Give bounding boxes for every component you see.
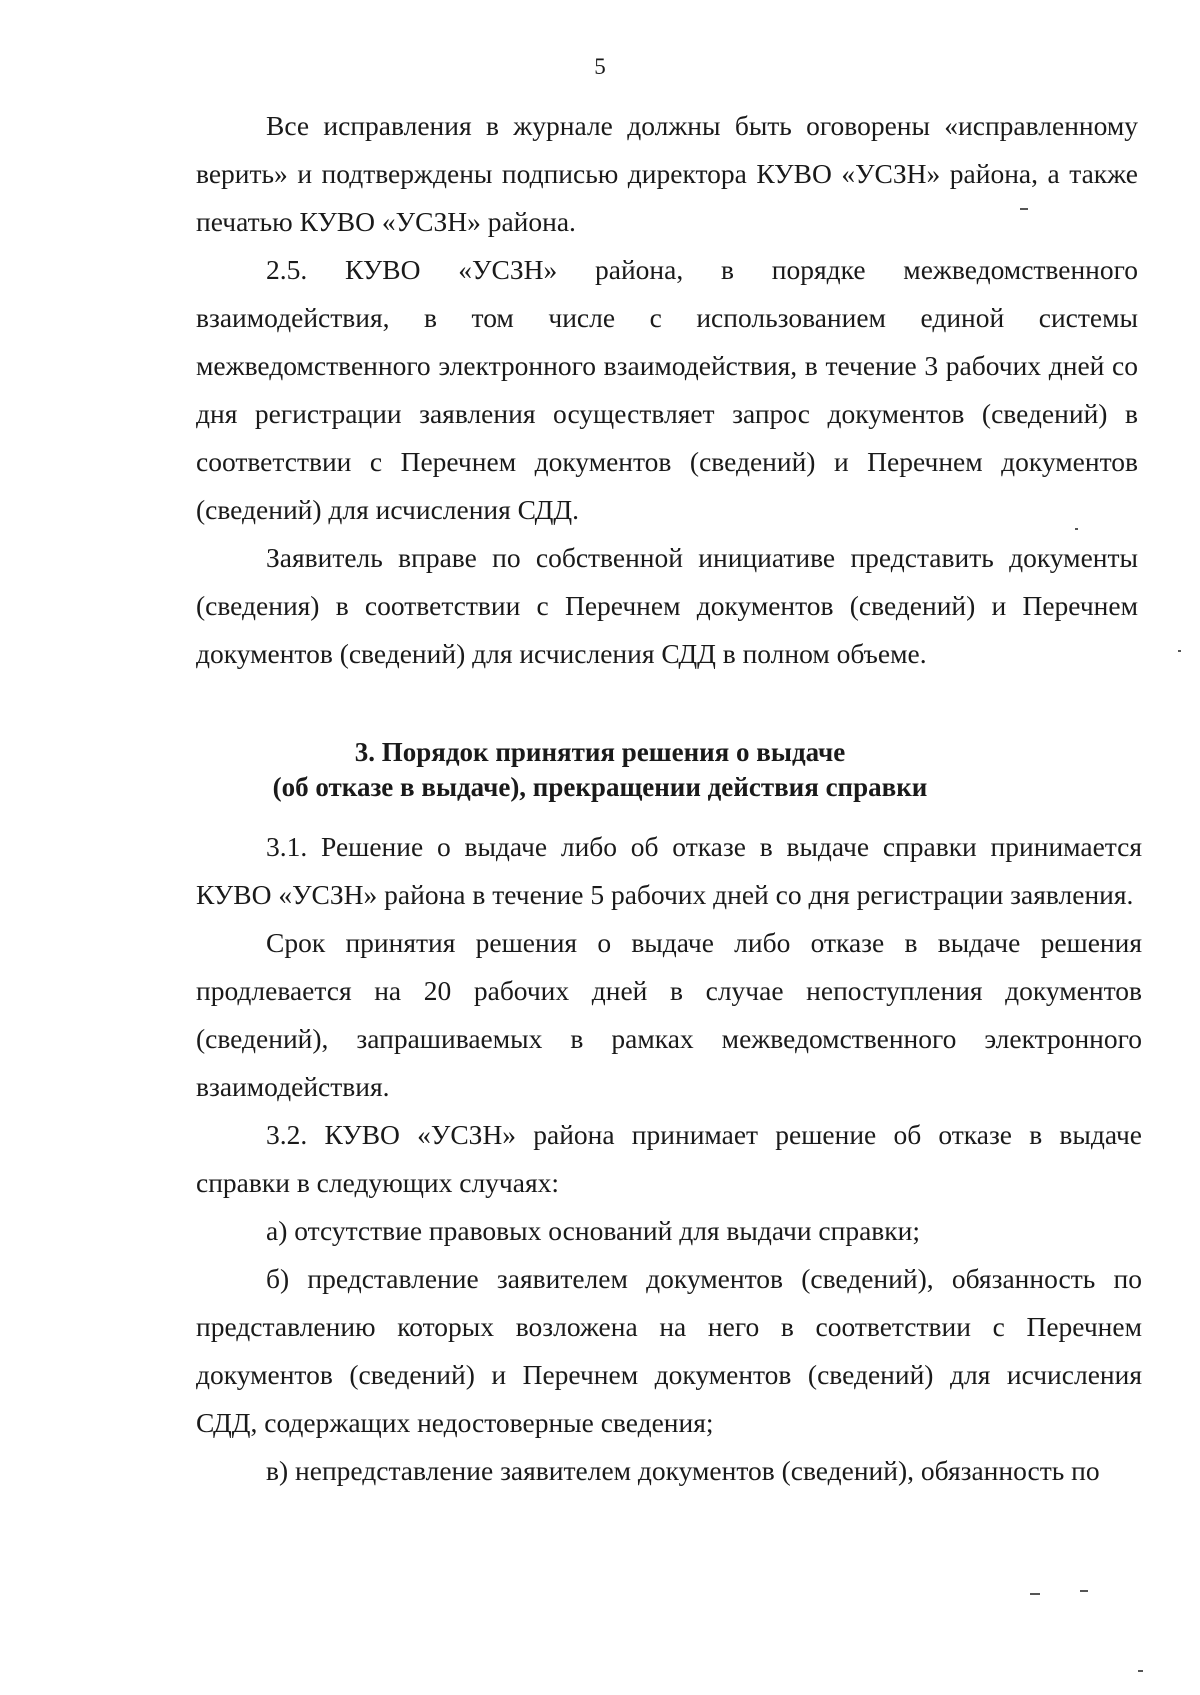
scan-speck (1030, 1593, 1040, 1595)
scan-speck (1020, 208, 1028, 210)
scan-speck (1080, 1590, 1088, 1592)
paragraph-applicant-right: Заявитель вправе по собственной инициативе представить документы (сведения) в соответствии с Перечнем документов (сведений) и Перечнем документов (сведений) для исчисления СДД в полном объеме. (196, 542, 1138, 669)
paragraph-decision-term: Срок принятия решения о выдаче либо отказе в выдаче решения продлевается на 20 рабочих дней в случае непоступления документов (сведений), запрашиваемых в рамках межведомственного электронного взаимодействия. (196, 927, 1142, 1102)
scan-speck (1075, 528, 1078, 530)
paragraph-corrections: Все исправления в журнале должны быть оговорены «исправленному верить» и подтверждены подписью директора КУВО «УСЗН» района, а также печатью КУВО «УСЗН» района. (196, 110, 1138, 237)
list-item-a: а) отсутствие правовых оснований для выдачи справки; (266, 1215, 920, 1246)
body-text-top (196, 102, 1138, 678)
paragraph-3-2: 3.2. КУВО «УСЗН» района принимает решение об отказе в выдаче справки в следующих случаях: (196, 1119, 1142, 1198)
section-heading-line-1: 3. Порядок принятия решения о выдаче (354, 737, 846, 767)
paragraph-3-1: 3.1. Решение о выдаче либо об отказе в выдаче справки принимается КУВО «УСЗН» района в течение 5 рабочих дней со дня регистрации заявления. (196, 831, 1142, 910)
list-item-b: б) представление заявителем документов (сведений), обязанность по представлению которых возложена на него в соответствии с Перечнем документов (сведений) и Перечнем документов (сведений) для исчисления СДД, содержащих недостоверные сведения; (196, 1263, 1142, 1438)
page-number: 5 (594, 54, 606, 79)
scan-speck (1178, 650, 1181, 652)
paragraph-2-5: 2.5. КУВО «УСЗН» района, в порядке межведомственного взаимодействия, в том числе с использованием единой системы межведомственного электронного взаимодействия, в течение 3 рабочих дней со дня регистрации заявления осуществляет запрос документов (сведений) в соответствии с Перечнем документов (сведений) и Перечнем документов (сведений) для исчисления СДД. (196, 254, 1138, 525)
list-item-v: в) непредставление заявителем документов (сведений), обязанность по (266, 1455, 1100, 1486)
scan-speck (1138, 1670, 1143, 1672)
section-heading-line-2: (об отказе в выдаче), прекращении действия справки (272, 772, 928, 802)
section-heading (0, 735, 1200, 805)
body-text-bottom (196, 823, 1142, 1495)
